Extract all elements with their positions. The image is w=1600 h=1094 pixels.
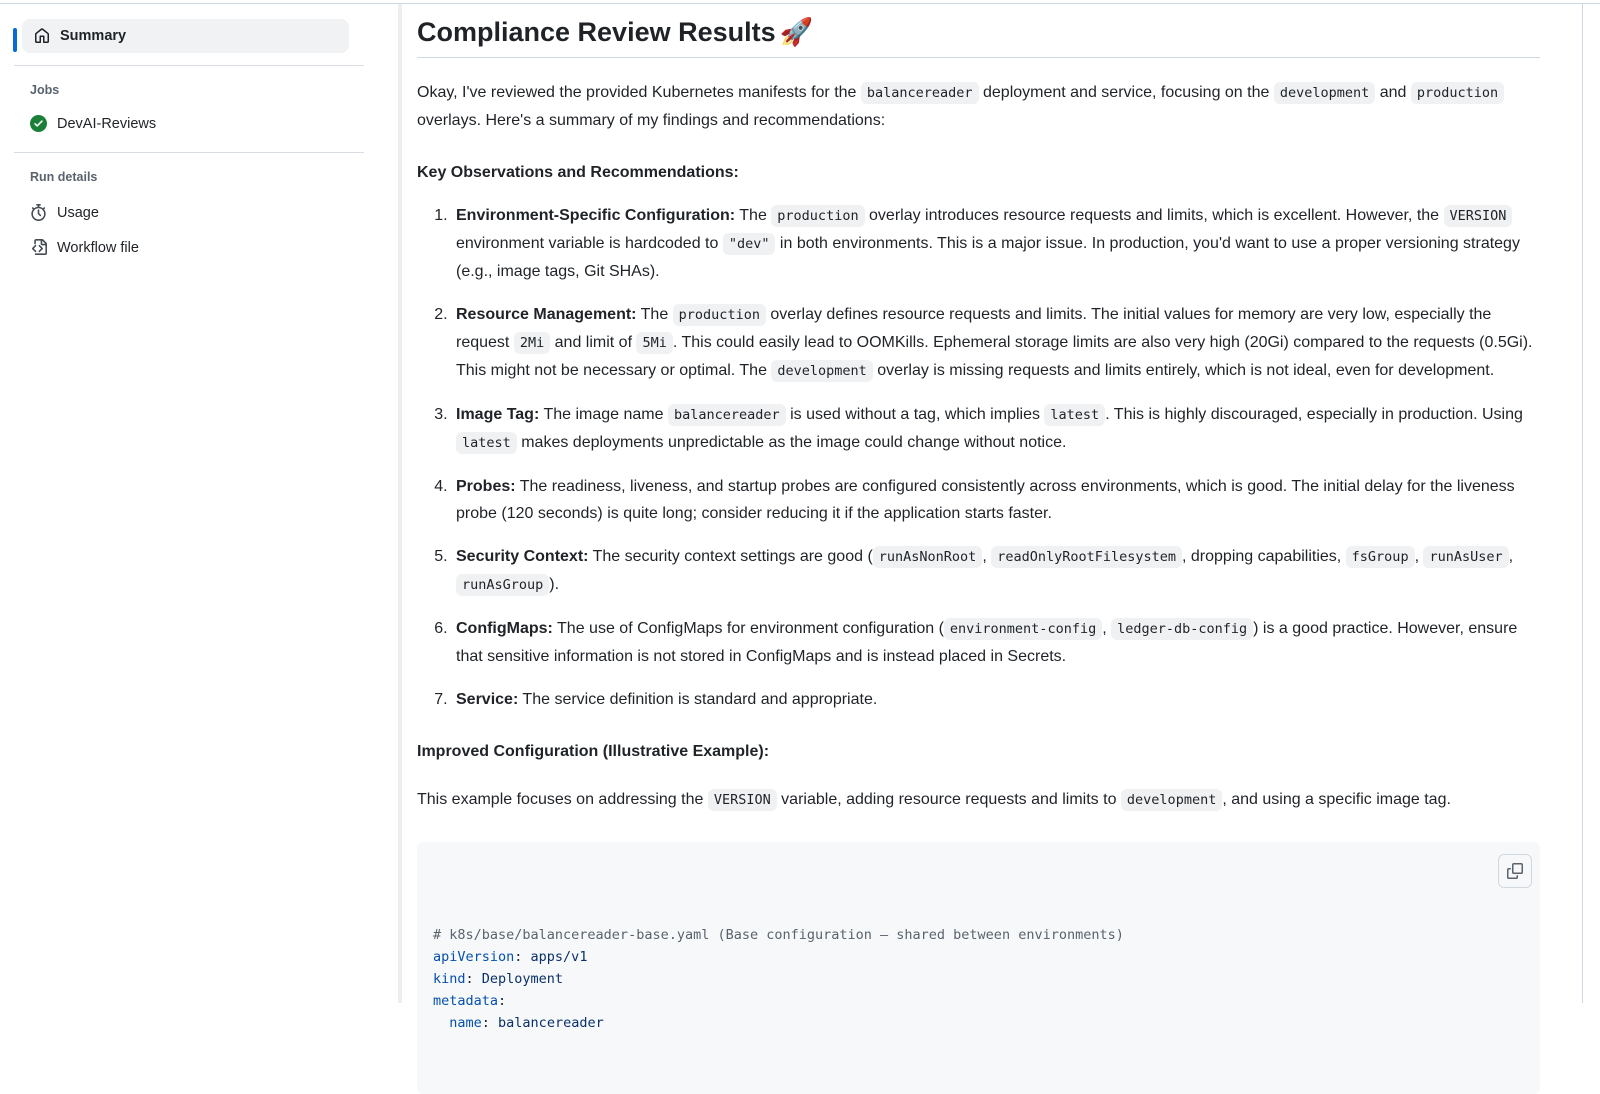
sidebar-divider (14, 65, 364, 66)
observations-heading: Key Observations and Recommendations: (417, 164, 739, 181)
code-line: metadata: (433, 993, 507, 1009)
run-details-section-header: Run details (30, 170, 98, 184)
sidebar-item-usage[interactable] (30, 204, 398, 221)
improved-config-heading: Improved Configuration (Illustrative Example): (417, 743, 770, 760)
copy-icon (1507, 863, 1523, 879)
sidebar-divider (14, 152, 364, 153)
page-title: Compliance Review Results 🚀 (417, 16, 1540, 58)
code-line: apiVersion: apps/v1 (433, 949, 588, 965)
observation-item: 2. Resource Management: The production overlay defines resource requests and limits. The initial values for memory are very low, especially the request 2Mi and limit of 5Mi . This could easily lead to OOMKills. Ephemeral storage limits are also very high (20Gi) compared to the requests (0.5Gi). This might not be necessary or optimal. The development overlay is missing requests and limits entirely, which is not ideal, even for development. (452, 301, 1540, 385)
copy-button[interactable] (1498, 854, 1532, 888)
code-line: kind: Deployment (433, 971, 564, 987)
observations-list (417, 202, 1540, 713)
sidebar-item-label: Summary (60, 28, 127, 44)
home-icon (34, 28, 50, 44)
observation-item: 6. ConfigMaps: The use of ConfigMaps for environment configuration ( environment-config , ledger-db-config ) is a good practice. However, ensure that sensitive information is not stored in ConfigMaps and is instead placed in Secrets. (452, 615, 1540, 670)
stopwatch-icon (30, 204, 47, 221)
observation-item: 7. Service: The service definition is standard and appropriate. (452, 686, 1540, 713)
check-circle-icon (30, 115, 47, 132)
observation-item: 5. Security Context: The security context settings are good ( runAsNonRoot , readOnlyRootFilesystem , dropping capabilities, fsGroup , runAsUser , runAsGroup ). (452, 543, 1540, 599)
code-lines (433, 924, 1524, 1034)
example-intro-paragraph: This example focuses on addressing the VERSION variable, adding resource requests and limits to development , and using a specific image tag. (417, 786, 1540, 814)
observation-item: 3. Image Tag: The image name balancereader is used without a tag, which implies latest . This is highly discouraged, especially in production. Using latest makes deployments unpredictable as the image could change without notice. (452, 401, 1540, 457)
jobs-section-header: Jobs (30, 83, 60, 97)
code-block (417, 842, 1540, 1094)
sidebar-item-summary[interactable] (22, 19, 349, 53)
sidebar-item-label: Workflow file (57, 239, 139, 256)
sidebar-item-workflow-file[interactable] (30, 239, 398, 256)
file-code-icon (30, 239, 47, 256)
summary-panel (402, 4, 1583, 1031)
observation-item: 4. Probes: The readiness, liveness, and startup probes are configured consistently across environments, which is good. The initial delay for the liveness probe (120 seconds) is quite long; consider reducing it if the application starts faster. (452, 473, 1540, 527)
observation-item: 1. Environment-Specific Configuration: The production overlay introduces resource requests and limits, which is excellent. However, the VERSION environment variable is hardcoded to "dev" in both environments. This is a major issue. In production, you'd want to use a proper versioning strategy (e.g., image tags, Git SHAs). (452, 202, 1540, 285)
rocket-emoji: 🚀 (779, 17, 814, 47)
selected-item-accent-bar (13, 28, 17, 52)
sidebar-item-label: Usage (57, 204, 99, 221)
code-line: # k8s/base/balancereader-base.yaml (Base configuration — shared between environments) (433, 927, 1124, 943)
intro-paragraph: Okay, I've reviewed the provided Kubernetes manifests for the balancereader deployment and service, focusing on the development and production overlays. Here's a summary of my findings and recommendations: (417, 79, 1540, 134)
sidebar-item-job-devai-reviews[interactable] (30, 115, 398, 132)
sidebar (0, 4, 398, 256)
job-name: DevAI-Reviews (57, 115, 157, 132)
code-line: name: balancereader (449, 1015, 604, 1031)
